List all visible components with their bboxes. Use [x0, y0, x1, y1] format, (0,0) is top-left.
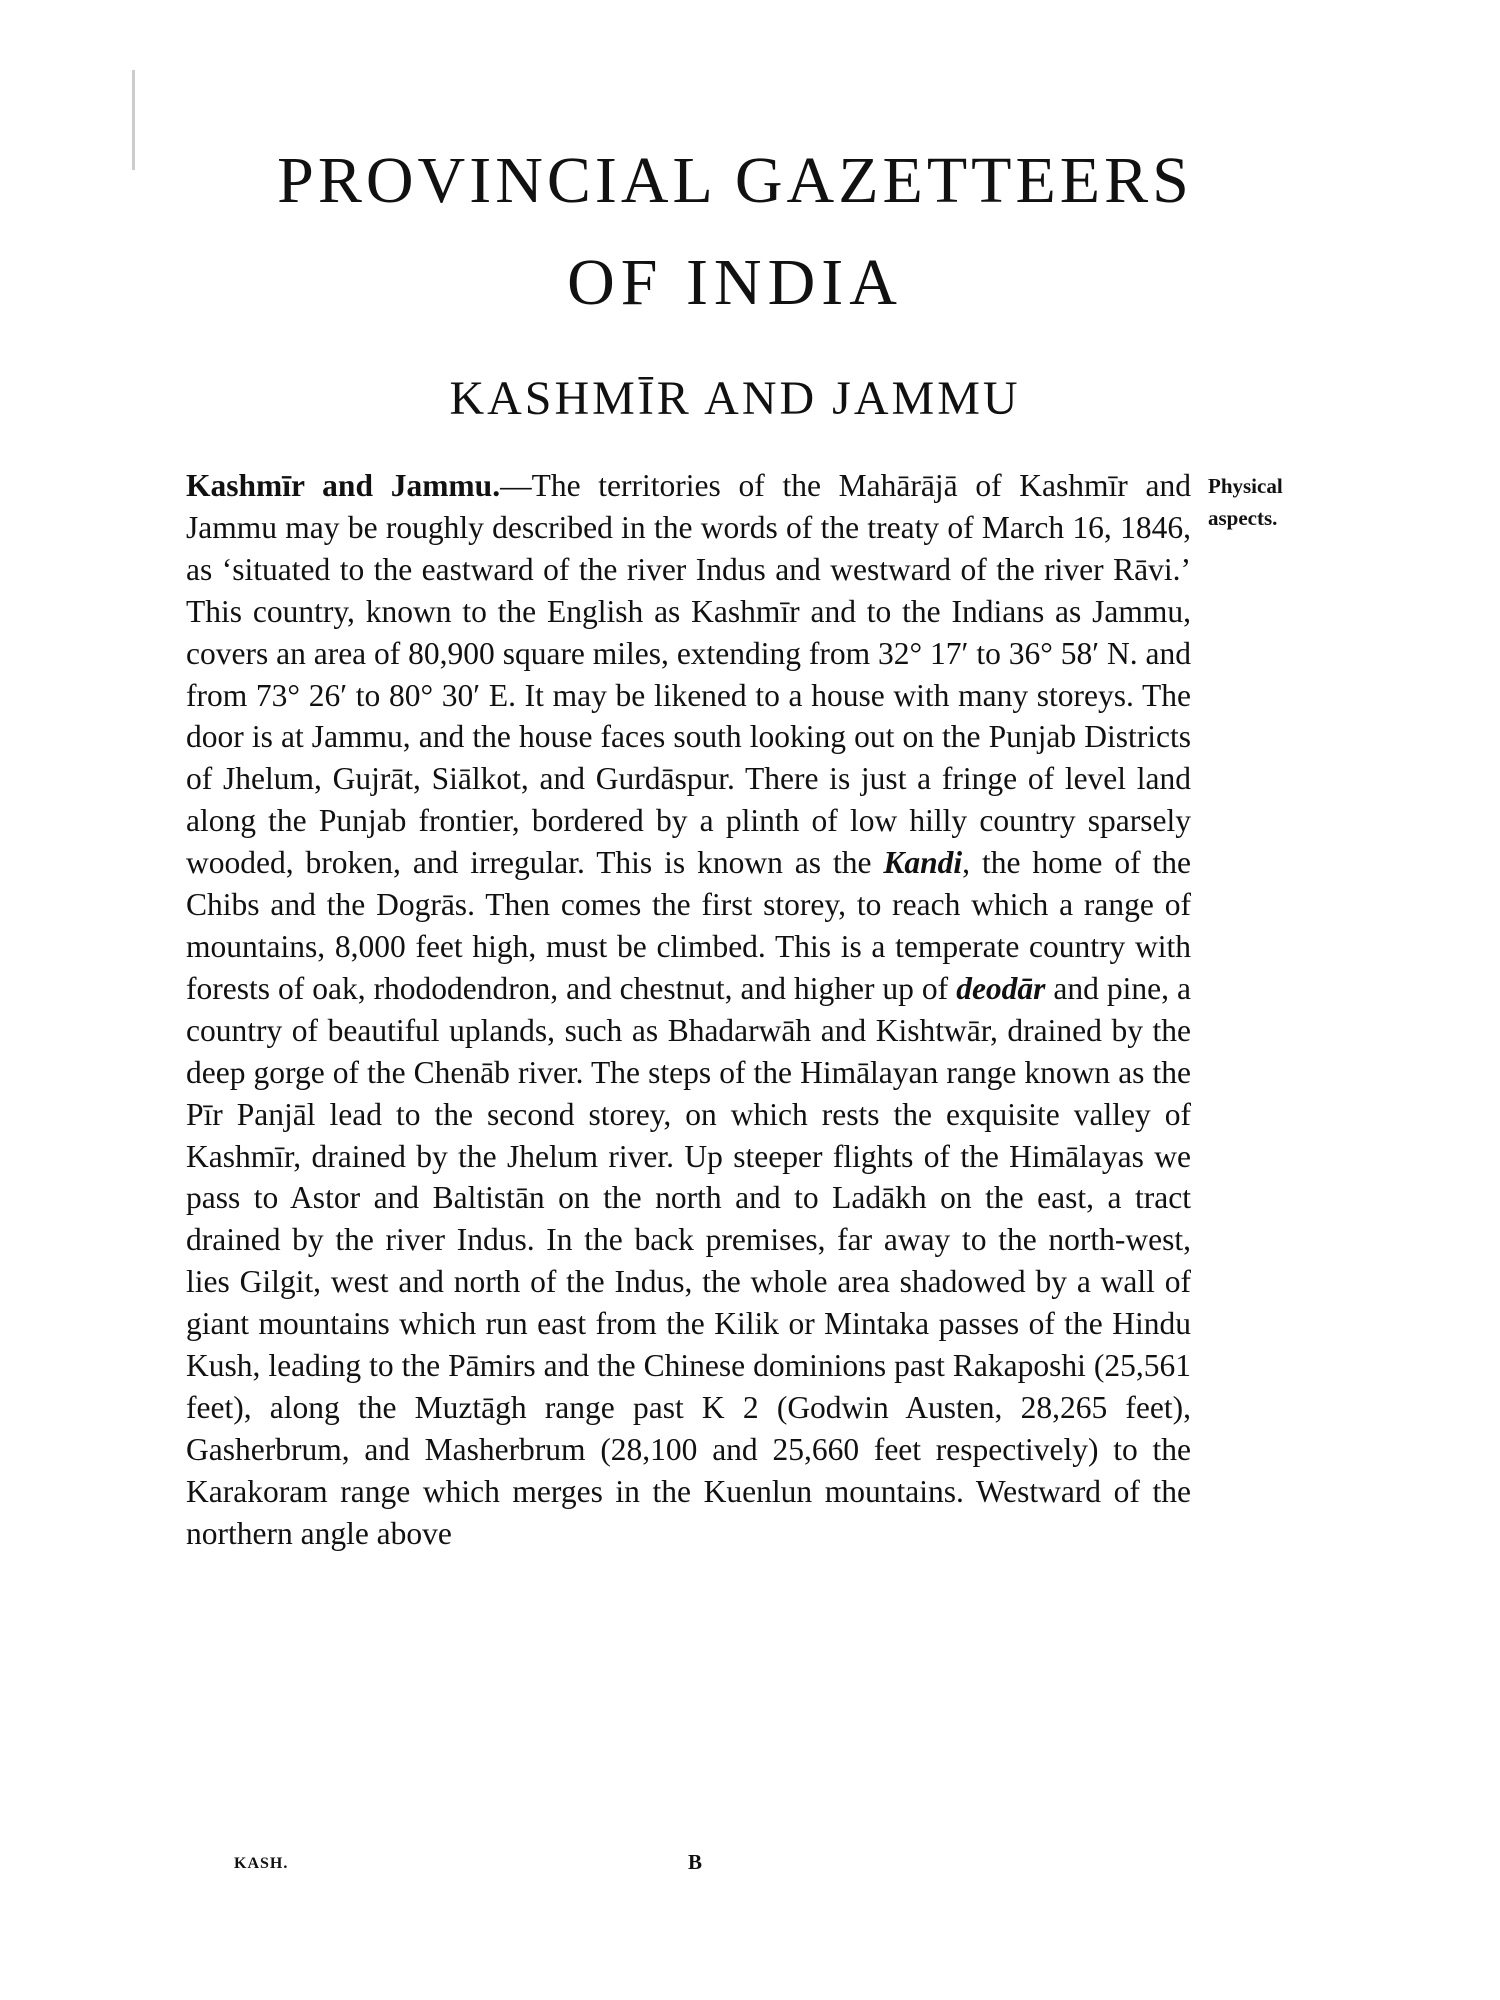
section-title: KASHMĪR AND JAMMU [449, 372, 1021, 425]
footer-signature: KASH. [234, 1855, 289, 1872]
body-text-part1: —The territories of the Mahārājā of Kashmīr and Jammu may be roughly described in the words of the treaty of March 16, 1846, as ‘situated to the eastward of the river Indus and westward of the river Rāvi.’ This country, known to the English as Kashmīr and to the Indians as Jammu, covers an area of 80,900 square miles, extending from 32° 17′ to 36° 58′ N. and from 73° 26′ to 80° 30′ E. It may be likened to a house with many storeys. The door is at Jammu, and the house faces south looking out on the Punjab Districts of Jhelum, Gujrāt, Siālkot, and Gurdāspur. There is just a fringe of level land along the Punjab frontier, bordered by a plinth of low hilly country sparsely wooded, broken, and irregular. This is known as the [186, 468, 1192, 881]
series-title-line2: OF INDIA [567, 246, 903, 319]
body-text-part2: , the home of the Chibs and the Dogrās. Then comes the first storey, to reach which a range of mountains, 8,000 feet high, must be climbed. This is a temperate country with forests of oak, rhododendron, and chestnut, and higher up of [186, 845, 1191, 1006]
footer-signature-mark: B [688, 1850, 703, 1874]
term-deodar: deodār [956, 970, 1046, 1006]
entry-heading: Kashmīr and Jammu. [186, 468, 501, 503]
series-title-line1: PROVINCIAL GAZETTEERS [277, 144, 1193, 217]
margin-note-line1: Physical [1208, 474, 1283, 498]
body-text-part3: and pine, a country of beautiful uplands, such as Bhadarwāh and Kishtwār, drained by the deep gorge of the Chenāb river. The steps of the Himālayan range known as the Pīr Panjāl lead to the second storey, on which rests the exquisite valley of Kashmīr, drained by the Jhelum river. Up steeper flights of the Himālayas we pass to Astor and Baltistān on the north and to Ladākh on the east, a tract drained by the river Indus. In the back premises, far away to the north-west, lies Gilgit, west and north of the Indus, the whole area shadowed by a wall of giant mountains which run east from the Kilik or Mintaka passes of the Hindu Kush, leading to the Pāmirs and the Chinese dominions past Rakaposhi (25,561 feet), along the Muztāgh range past K 2 (Godwin Austen, 28,265 feet), Gasherbrum, and Masherbrum (28,100 and 25,660 feet respectively) to the Karakoram range which merges in the Kuenlun mountains. Westward of the northern angle above [186, 970, 1192, 1551]
body-paragraph [186, 465, 1191, 1555]
margin-note-line2: aspects. [1208, 506, 1278, 530]
scan-edge-mark [132, 70, 135, 170]
term-kandi: Kandi [883, 845, 963, 881]
margin-note [1208, 470, 1328, 534]
